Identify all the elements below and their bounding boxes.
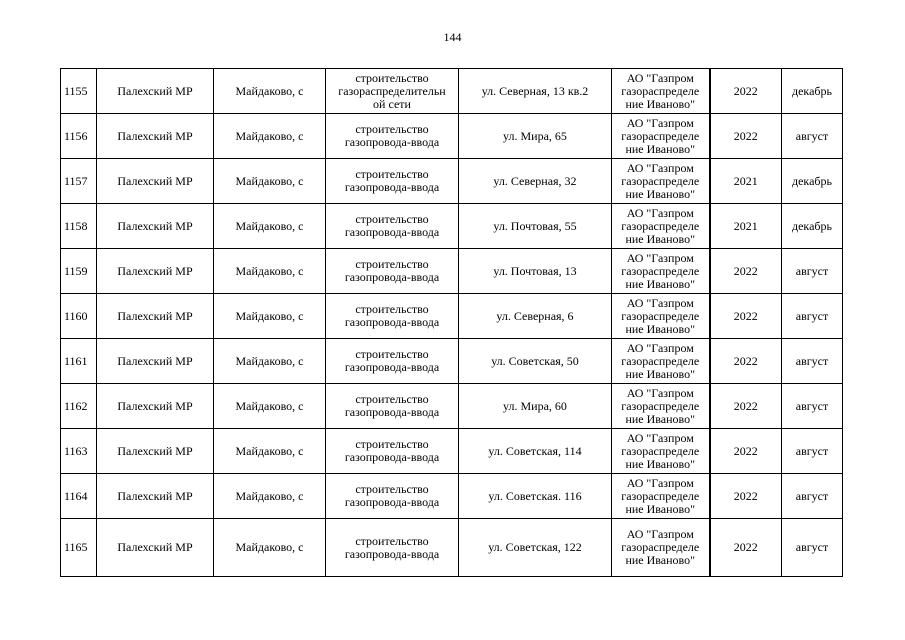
settlement-cell: Майдаково, с	[214, 204, 326, 249]
address-cell: ул. Северная, 6	[459, 294, 612, 339]
settlement-cell: Майдаково, с	[214, 384, 326, 429]
organization-line: газораспределе	[621, 398, 700, 413]
table-row	[61, 249, 843, 294]
month-cell: декабрь	[782, 69, 843, 114]
district-cell: Палехский МР	[97, 519, 214, 577]
organization-line: газораспределе	[621, 128, 700, 143]
work-type-cell	[326, 429, 459, 474]
organization-line: газораспределе	[621, 488, 700, 503]
year-cell: 2022	[710, 249, 782, 294]
settlement-cell: Майдаково, с	[214, 159, 326, 204]
table-row	[61, 159, 843, 204]
work-type-line: строительство	[355, 302, 429, 316]
organization-line: АО "Газпром	[626, 160, 694, 175]
organization-line: ние Иваново"	[625, 96, 696, 111]
row-number-cell: 1164	[61, 474, 97, 519]
table-row	[61, 339, 843, 384]
organization-cell	[612, 384, 710, 429]
row-number-cell: 1160	[61, 294, 97, 339]
address-cell: ул. Почтовая, 55	[459, 204, 612, 249]
settlement-cell: Майдаково, с	[214, 114, 326, 159]
organization-cell	[612, 474, 710, 519]
organization-line: газораспределе	[621, 308, 700, 323]
organization-line: газораспределе	[621, 540, 700, 554]
row-number-cell: 1165	[61, 519, 97, 577]
work-type-line: газопровода-ввода	[344, 450, 440, 464]
gasification-table	[60, 68, 843, 577]
work-type-line: газопровода-ввода	[344, 180, 440, 194]
district-cell: Палехский МР	[97, 474, 214, 519]
page-number: 144	[443, 30, 462, 44]
address-cell: ул. Советская, 50	[459, 339, 612, 384]
row-number-cell: 1162	[61, 384, 97, 429]
month-cell: август	[782, 249, 843, 294]
work-type-line: строительство	[355, 533, 429, 548]
district-cell: Палехский МР	[97, 114, 214, 159]
work-type-line: газопровода-ввода	[344, 546, 440, 561]
work-type-line: строительство	[355, 257, 429, 271]
month-cell: август	[782, 474, 843, 519]
work-type-line: газораспределительн	[338, 83, 446, 98]
work-type-line: строительство	[355, 122, 429, 136]
year-cell: 2022	[710, 429, 782, 474]
year-cell: 2022	[710, 339, 782, 384]
organization-line: газораспределе	[621, 83, 700, 98]
organization-line: ние Иваново"	[625, 553, 696, 567]
district-cell: Палехский МР	[97, 384, 214, 429]
work-type-cell	[326, 69, 459, 114]
organization-line: АО "Газпром	[626, 475, 694, 490]
table-row	[61, 474, 843, 519]
organization-line: АО "Газпром	[626, 340, 694, 355]
work-type-line: газопровода-ввода	[344, 405, 440, 419]
table-row	[61, 384, 843, 429]
table-row	[61, 204, 843, 249]
table-row	[61, 519, 843, 577]
work-type-line: строительство	[355, 167, 429, 181]
address-cell: ул. Северная, 13 кв.2	[459, 69, 612, 114]
organization-line: ние Иваново"	[625, 456, 696, 471]
organization-cell	[612, 294, 710, 339]
work-type-line: строительство	[355, 392, 429, 406]
organization-line: АО "Газпром	[626, 70, 694, 85]
organization-line: ние Иваново"	[625, 186, 696, 201]
organization-line: ние Иваново"	[625, 411, 696, 426]
month-cell: декабрь	[782, 159, 843, 204]
month-cell: август	[782, 429, 843, 474]
row-number-cell: 1163	[61, 429, 97, 474]
settlement-cell: Майдаково, с	[214, 429, 326, 474]
organization-line: газораспределе	[621, 443, 700, 458]
work-type-cell	[326, 384, 459, 429]
row-number-cell: 1159	[61, 249, 97, 294]
organization-cell	[612, 204, 710, 249]
address-cell: ул. Почтовая, 13	[459, 249, 612, 294]
district-cell: Палехский МР	[97, 249, 214, 294]
row-number-cell: 1161	[61, 339, 97, 384]
work-type-cell	[326, 519, 459, 577]
year-cell: 2022	[710, 294, 782, 339]
work-type-cell	[326, 159, 459, 204]
organization-line: АО "Газпром	[626, 115, 694, 130]
address-cell: ул. Мира, 65	[459, 114, 612, 159]
row-number-cell: 1157	[61, 159, 97, 204]
month-cell: декабрь	[782, 204, 843, 249]
district-cell: Палехский МР	[97, 159, 214, 204]
table-row	[61, 114, 843, 159]
settlement-cell: Майдаково, с	[214, 249, 326, 294]
organization-line: ние Иваново"	[625, 501, 696, 516]
work-type-line: строительство	[355, 212, 429, 226]
organization-line: ние Иваново"	[625, 321, 696, 336]
table-row	[61, 294, 843, 339]
address-cell: ул. Северная, 32	[459, 159, 612, 204]
address-cell: ул. Советская. 116	[459, 474, 612, 519]
work-type-line: строительство	[355, 347, 429, 361]
settlement-cell: Майдаково, с	[214, 474, 326, 519]
organization-cell	[612, 114, 710, 159]
row-number-cell: 1155	[61, 69, 97, 114]
table-body	[61, 69, 843, 577]
month-cell: август	[782, 294, 843, 339]
organization-cell	[612, 249, 710, 294]
month-cell: август	[782, 519, 843, 577]
work-type-line: газопровода-ввода	[344, 135, 440, 149]
organization-line: ние Иваново"	[625, 366, 696, 381]
organization-cell	[612, 429, 710, 474]
work-type-cell	[326, 339, 459, 384]
organization-line: ние Иваново"	[625, 231, 696, 246]
organization-line: газораспределе	[621, 173, 700, 188]
year-cell: 2022	[710, 474, 782, 519]
organization-line: АО "Газпром	[626, 527, 694, 541]
year-cell: 2021	[710, 159, 782, 204]
work-type-line: строительство	[355, 482, 429, 496]
organization-line: АО "Газпром	[626, 385, 694, 400]
district-cell: Палехский МР	[97, 204, 214, 249]
organization-line: АО "Газпром	[626, 205, 694, 220]
work-type-cell	[326, 294, 459, 339]
settlement-cell: Майдаково, с	[214, 519, 326, 577]
work-type-cell	[326, 204, 459, 249]
organization-line: АО "Газпром	[626, 295, 694, 310]
settlement-cell: Майдаково, с	[214, 69, 326, 114]
organization-line: АО "Газпром	[626, 250, 694, 265]
organization-cell	[612, 69, 710, 114]
year-cell: 2022	[710, 69, 782, 114]
table-row	[61, 69, 843, 114]
work-type-line: газопровода-ввода	[344, 225, 440, 239]
year-cell: 2022	[710, 384, 782, 429]
month-cell: август	[782, 339, 843, 384]
settlement-cell: Майдаково, с	[214, 294, 326, 339]
address-cell: ул. Советская, 114	[459, 429, 612, 474]
year-cell: 2022	[710, 114, 782, 159]
year-cell: 2022	[710, 519, 782, 577]
organization-cell	[612, 339, 710, 384]
address-cell: ул. Мира, 60	[459, 384, 612, 429]
organization-line: газораспределе	[621, 353, 700, 368]
organization-line: ние Иваново"	[625, 141, 696, 156]
work-type-line: строительство	[355, 437, 429, 451]
work-type-line: строительство	[355, 70, 429, 85]
row-number-cell: 1158	[61, 204, 97, 249]
settlement-cell: Майдаково, с	[214, 339, 326, 384]
organization-line: АО "Газпром	[626, 430, 694, 445]
district-cell: Палехский МР	[97, 69, 214, 114]
year-cell: 2021	[710, 204, 782, 249]
organization-line: газораспределе	[621, 263, 700, 278]
work-type-cell	[326, 474, 459, 519]
organization-line: ние Иваново"	[625, 276, 696, 291]
district-cell: Палехский МР	[97, 294, 214, 339]
work-type-line: газопровода-ввода	[344, 495, 440, 509]
organization-cell	[612, 519, 710, 577]
address-cell: ул. Советская, 122	[459, 519, 612, 577]
work-type-line: газопровода-ввода	[344, 360, 440, 374]
district-cell: Палехский МР	[97, 429, 214, 474]
organization-line: газораспределе	[621, 218, 700, 233]
work-type-line: газопровода-ввода	[344, 315, 440, 329]
work-type-cell	[326, 249, 459, 294]
month-cell: август	[782, 114, 843, 159]
table-row	[61, 429, 843, 474]
month-cell: август	[782, 384, 843, 429]
row-number-cell: 1156	[61, 114, 97, 159]
work-type-line: ой сети	[373, 96, 411, 111]
district-cell: Палехский МР	[97, 339, 214, 384]
organization-cell	[612, 159, 710, 204]
work-type-line: газопровода-ввода	[344, 270, 440, 284]
work-type-cell	[326, 114, 459, 159]
